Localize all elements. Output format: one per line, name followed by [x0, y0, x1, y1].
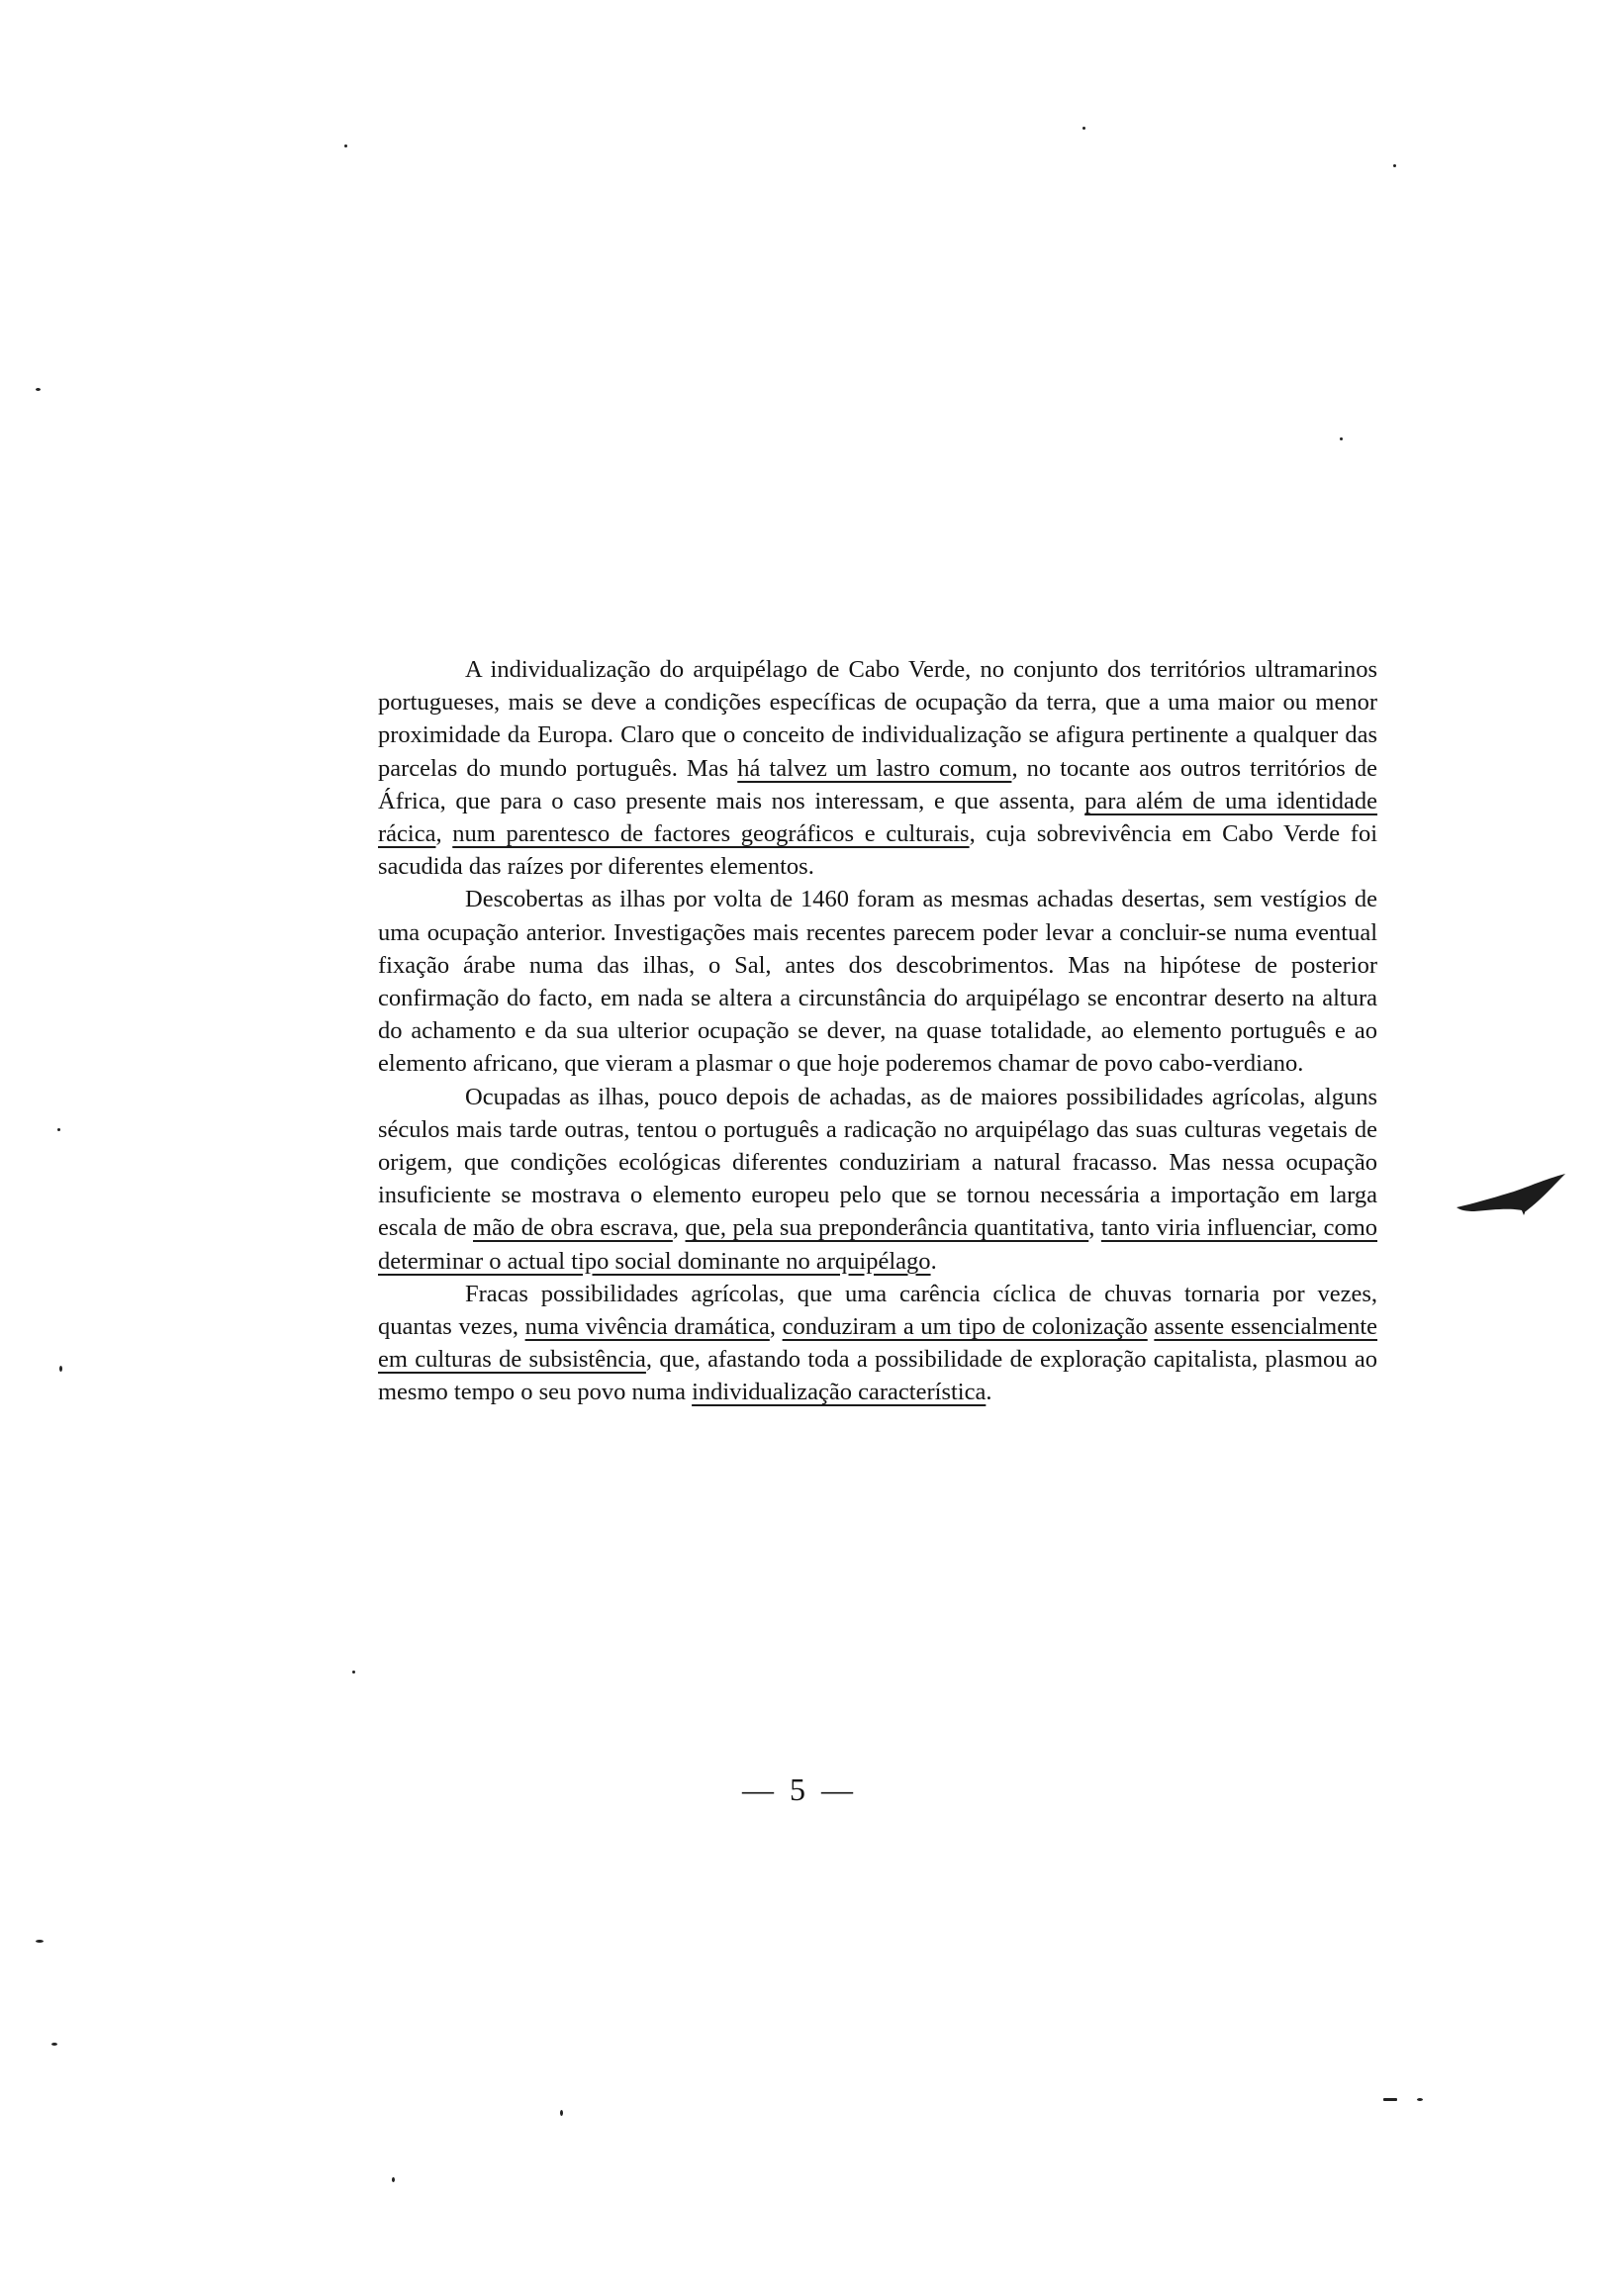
speck — [1417, 2098, 1423, 2101]
text-run: Ocupadas as ilhas, pouco depois de achadas, as de maiores possibilidades agrícolas, alguns séculos mais tarde outras, tentou o português a radicação no arquipélago das suas culturas vegetais de origem, que condições ecológicas diferentes conduziriam a natural fracasso. Mas nessa ocupação insuficiente se mostrava o elemento europeu pelo que se tornou necessária a importação em larga escala de — [378, 1083, 1377, 1242]
text-run: . — [986, 1379, 992, 1406]
speck — [36, 1940, 44, 1943]
text-run: , — [672, 1214, 686, 1242]
underlined-phrase: há talvez um lastro comum — [737, 754, 1012, 782]
underlined-phrase: mão de obra escrava — [473, 1214, 673, 1242]
text-run: Descobertas as ilhas por volta de 1460 foram as mesmas achadas desertas, sem vestígios de uma ocupação anterior. Investigações mais recentes parecem poder levar a concluir-se numa eventual fixação árabe numa das ilhas, o Sal, antes dos descobrimentos. Mas na hipótese de posterior confirmação do facto, em nada se altera a circunstância do arquipélago se encontrar deserto na altura do achamento e da sua ulterior ocupação se dever, na quase totalidade, ao elemento português e ao elemento africano, que vieram a plasmar o que hoje poderemos chamar de povo cabo-verdiano. — [378, 886, 1377, 1078]
text-run: , cuja sobrevivência em Cabo Verde foi sacudida das raízes por diferentes elementos. — [378, 820, 1377, 881]
text-run: , — [769, 1313, 783, 1341]
text-run: Fracas possibilidades agrícolas, que uma carência cíclica de chuvas tornaria por vezes, quantas vezes, — [378, 1280, 1377, 1341]
speck — [352, 1671, 355, 1674]
paragraph — [378, 1278, 1377, 1409]
text-run: . — [930, 1247, 937, 1275]
underlined-phrase: numa vivência dramática — [524, 1313, 770, 1341]
paragraph — [378, 1081, 1377, 1278]
text-run: , — [435, 820, 453, 848]
speck — [1340, 437, 1343, 440]
underlined-phrase: para além de uma identidade rácica — [378, 787, 1378, 848]
speck — [59, 1366, 62, 1372]
paragraph — [378, 883, 1377, 1080]
text-run: , — [1088, 1214, 1101, 1242]
speck — [1082, 127, 1085, 130]
text-run: A individualização do arquipélago de Cabo Verde, no conjunto dos territórios ultramarinos portugueses, mais se deve a condições específicas de ocupação da terra, que a uma maior ou menor proximidade da Europa. Claro que o conceito de individualização se afigura pertinente a qualquer das parcelas do mundo português. Mas — [378, 656, 1377, 782]
speck — [51, 2043, 57, 2046]
underlined-phrase: tanto viria influenciar, como determinar o actual tipo social dominante no arquipélago — [378, 1214, 1378, 1275]
underlined-phrase: que, pela sua preponderância quantitativa — [685, 1214, 1089, 1242]
speck — [1393, 164, 1396, 167]
text-run: , no tocante aos outros territórios de África, que para o caso presente mais nos interessam, e que assenta, — [378, 754, 1378, 814]
speck — [36, 388, 41, 391]
text-run: , que, afastando toda a possibilidade de exploração capitalista, plasmou ao mesmo tempo o seu povo numa — [378, 1346, 1377, 1406]
ink-smudge-mark — [1455, 1168, 1573, 1227]
speck — [1383, 2098, 1397, 2101]
paragraph — [378, 653, 1377, 883]
underlined-phrase: assente essencialmente em culturas de subsistência — [378, 1313, 1378, 1374]
speck — [344, 144, 347, 147]
underlined-phrase: conduziram a um tipo de colonização — [782, 1313, 1148, 1341]
page-number: — 5 — — [742, 1771, 857, 1807]
body-text — [378, 653, 1377, 1409]
speck — [57, 1128, 60, 1131]
speck — [392, 2177, 395, 2182]
speck — [560, 2110, 563, 2116]
underlined-phrase: num parentesco de factores geográficos e culturais — [452, 820, 970, 848]
underlined-phrase: individualização característica — [692, 1379, 987, 1406]
